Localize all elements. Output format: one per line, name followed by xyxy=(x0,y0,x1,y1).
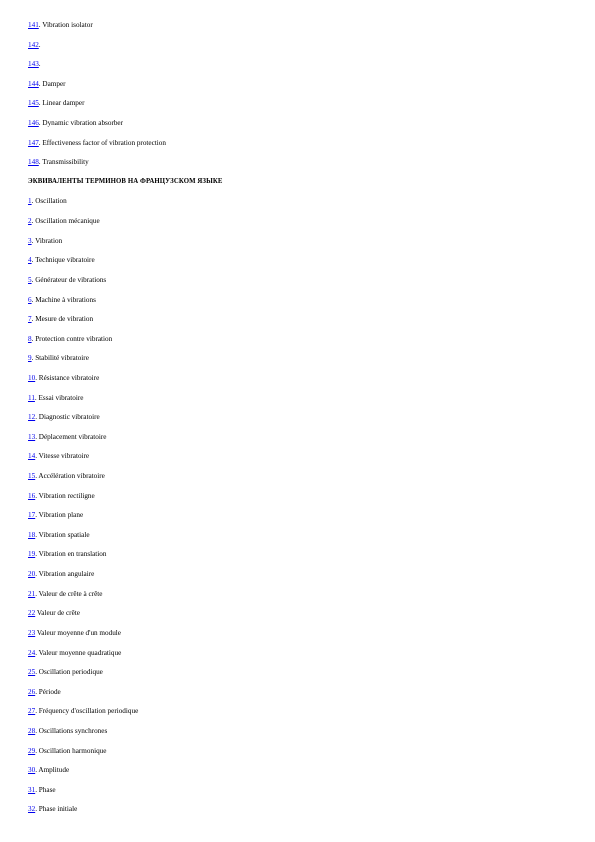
term-entry xyxy=(28,646,568,666)
term-number-link[interactable]: 5 xyxy=(28,275,32,284)
term-entry xyxy=(28,18,568,38)
term-entry xyxy=(28,96,568,116)
term-number-link[interactable]: 23 xyxy=(28,628,36,637)
term-text: Vitesse vibratoire xyxy=(38,452,90,461)
term-entry xyxy=(28,469,568,489)
term-text: Oscillation xyxy=(35,197,67,206)
term-number-link[interactable]: 7 xyxy=(28,315,32,324)
term-separator: . xyxy=(35,550,39,559)
term-entry xyxy=(28,783,568,803)
term-separator: . xyxy=(35,687,39,696)
term-separator: . xyxy=(31,334,36,343)
term-number-link[interactable]: 21 xyxy=(28,589,36,598)
term-text: Déplacement vibratoire xyxy=(38,432,107,441)
term-text: Amplitude xyxy=(38,766,70,775)
term-entry xyxy=(28,704,568,724)
term-text: Vibration rectiligne xyxy=(38,491,95,500)
term-text: Damper xyxy=(42,79,66,88)
term-separator: . xyxy=(38,158,43,167)
term-text: Diagnostic vibratoire xyxy=(38,413,100,422)
term-entry xyxy=(28,77,568,97)
term-number-link[interactable]: 17 xyxy=(28,511,36,520)
term-number-link[interactable]: 145 xyxy=(28,99,39,108)
term-separator: . xyxy=(31,354,36,363)
term-entry xyxy=(28,567,568,587)
term-separator: . xyxy=(38,60,41,69)
term-entry xyxy=(28,449,568,469)
term-separator: . xyxy=(35,726,39,735)
term-entry xyxy=(28,430,568,450)
term-entry xyxy=(28,273,568,293)
term-text: Générateur de vibrations xyxy=(35,275,107,284)
term-number-link[interactable]: 143 xyxy=(28,60,39,69)
term-separator: . xyxy=(31,315,36,324)
term-number-link[interactable]: 22 xyxy=(28,609,36,618)
term-number-link[interactable]: 12 xyxy=(28,413,36,422)
term-number-link[interactable]: 2 xyxy=(28,217,32,226)
term-number-link[interactable]: 6 xyxy=(28,295,32,304)
term-text: Phase xyxy=(38,785,56,794)
term-entry xyxy=(28,136,568,156)
term-separator: . xyxy=(31,217,36,226)
term-separator: . xyxy=(35,707,39,716)
term-text: Vibration isolator xyxy=(42,21,93,29)
term-separator: . xyxy=(31,275,36,284)
term-text: Vibration spatiale xyxy=(38,530,90,539)
term-entry xyxy=(28,38,568,58)
term-text: Oscillation harmonique xyxy=(38,746,107,755)
term-number-link[interactable]: 3 xyxy=(28,236,32,245)
term-entry xyxy=(28,57,568,77)
term-number-link[interactable]: 4 xyxy=(28,256,32,265)
term-number-link[interactable]: 15 xyxy=(28,472,36,481)
term-separator: . xyxy=(38,119,43,128)
term-number-link[interactable]: 8 xyxy=(28,334,32,343)
term-text: Valeur moyenne d'un module xyxy=(36,628,121,637)
term-entry xyxy=(28,155,568,175)
term-text: Phase initiale xyxy=(38,805,78,814)
term-number-link[interactable]: 20 xyxy=(28,570,36,579)
term-separator: . xyxy=(31,295,36,304)
term-number-link[interactable]: 25 xyxy=(28,668,36,677)
term-separator: . xyxy=(38,79,43,88)
term-entry xyxy=(28,194,568,214)
term-entry xyxy=(28,508,568,528)
term-separator: . xyxy=(35,472,39,481)
term-number-link[interactable]: 1 xyxy=(28,197,32,206)
term-number-link[interactable]: 26 xyxy=(28,687,36,696)
term-number-link[interactable]: 146 xyxy=(28,119,39,128)
term-separator: . xyxy=(35,746,39,755)
term-text: Vibration en translation xyxy=(38,550,107,559)
term-entry xyxy=(28,685,568,705)
term-entry xyxy=(28,724,568,744)
term-separator: . xyxy=(35,413,39,422)
term-number-link[interactable]: 14 xyxy=(28,452,36,461)
term-text: Vibration angulaire xyxy=(38,570,95,579)
term-number-link[interactable]: 11 xyxy=(28,393,35,402)
term-entry xyxy=(28,489,568,509)
term-number-link[interactable]: 32 xyxy=(28,805,36,814)
term-number-link[interactable]: 30 xyxy=(28,766,36,775)
term-text: Stabilité vibratoire xyxy=(35,354,89,363)
term-number-link[interactable]: 144 xyxy=(28,79,39,88)
term-text: Vibration xyxy=(35,236,63,245)
term-text: Dynamic vibration absorber xyxy=(42,119,124,128)
term-entry xyxy=(28,234,568,254)
term-number-link[interactable]: 29 xyxy=(28,746,36,755)
term-entry xyxy=(28,391,568,411)
french-terms-list xyxy=(28,194,568,822)
section-heading: ЭКВИВАЛЕНТЫ ТЕРМИНОВ НА ФРАНЦУЗСКОМ ЯЗЫКЕ xyxy=(28,177,223,185)
english-terms-list xyxy=(28,18,568,175)
term-separator: . xyxy=(35,668,39,677)
term-entry xyxy=(28,547,568,567)
term-entry xyxy=(28,116,568,136)
term-separator: . xyxy=(35,785,39,794)
document-page xyxy=(28,18,568,822)
term-separator: . xyxy=(34,393,39,402)
term-entry xyxy=(28,312,568,332)
term-number-link[interactable]: 28 xyxy=(28,726,36,735)
term-entry xyxy=(28,253,568,273)
term-separator: . xyxy=(31,197,36,206)
term-entry xyxy=(28,332,568,352)
term-separator: . xyxy=(35,530,39,539)
term-separator: . xyxy=(38,40,41,49)
term-text: Effectiveness factor of vibration protection xyxy=(42,138,166,147)
term-text: Machine à vibrations xyxy=(35,295,96,304)
term-entry xyxy=(28,371,568,391)
term-number-link[interactable]: 18 xyxy=(28,530,36,539)
term-separator: . xyxy=(35,373,39,382)
term-text: Vibration plane xyxy=(38,511,84,520)
term-text: Oscillations synchrones xyxy=(38,726,108,735)
term-number-link[interactable]: 9 xyxy=(28,354,32,363)
term-separator: . xyxy=(35,432,39,441)
term-separator: . xyxy=(35,766,39,775)
term-number-link[interactable]: 148 xyxy=(28,158,39,167)
term-number-link[interactable]: 16 xyxy=(28,491,36,500)
term-separator: . xyxy=(31,236,36,245)
term-entry xyxy=(28,744,568,764)
term-separator: . xyxy=(35,452,39,461)
term-text: Valeur moyenne quadratique xyxy=(38,648,122,657)
term-entry xyxy=(28,351,568,371)
term-number-link[interactable]: 10 xyxy=(28,373,36,382)
term-entry xyxy=(28,665,568,685)
term-text: Valeur de crête xyxy=(36,609,80,618)
term-number-link[interactable]: 24 xyxy=(28,648,36,657)
term-entry xyxy=(28,606,568,626)
term-separator: . xyxy=(35,589,39,598)
term-number-link[interactable]: 27 xyxy=(28,707,36,716)
term-text: Résistance vibratoire xyxy=(38,373,100,382)
term-separator: . xyxy=(38,138,43,147)
term-text: Fréquency d'oscillation periodique xyxy=(38,707,139,716)
term-entry xyxy=(28,626,568,646)
term-separator: . xyxy=(35,491,39,500)
term-number-link[interactable]: 142 xyxy=(28,40,39,49)
term-separator: . xyxy=(31,256,36,265)
term-text: Oscillation mécanique xyxy=(35,217,100,226)
term-separator: . xyxy=(35,570,39,579)
term-text: Protection contre vibration xyxy=(35,334,113,343)
term-separator: . xyxy=(35,648,39,657)
term-separator: . xyxy=(35,511,39,520)
term-number-link[interactable]: 147 xyxy=(28,138,39,147)
term-text: Période xyxy=(38,687,61,696)
term-text: Accélération vibratoire xyxy=(38,472,105,481)
term-text: Technique vibratoire xyxy=(35,256,95,265)
term-entry xyxy=(28,293,568,313)
term-entry xyxy=(28,528,568,548)
term-text: Transmissibility xyxy=(42,158,89,167)
term-text: Oscillation periodique xyxy=(38,668,103,677)
term-entry xyxy=(28,802,568,822)
term-number-link[interactable]: 31 xyxy=(28,785,36,794)
term-entry xyxy=(28,587,568,607)
term-number-link[interactable]: 13 xyxy=(28,432,36,441)
term-entry xyxy=(28,214,568,234)
term-text: Valeur de crête à crête xyxy=(38,589,103,598)
term-entry xyxy=(28,410,568,430)
term-separator: . xyxy=(38,99,43,108)
term-text: Essai vibratoire xyxy=(38,393,84,402)
term-entry xyxy=(28,763,568,783)
term-number-link[interactable]: 141 xyxy=(28,21,39,29)
term-text: Mesure de vibration xyxy=(35,315,94,324)
term-separator: . xyxy=(38,21,43,29)
term-separator: . xyxy=(35,805,39,814)
term-number-link[interactable]: 19 xyxy=(28,550,36,559)
term-text: Linear damper xyxy=(42,99,85,108)
